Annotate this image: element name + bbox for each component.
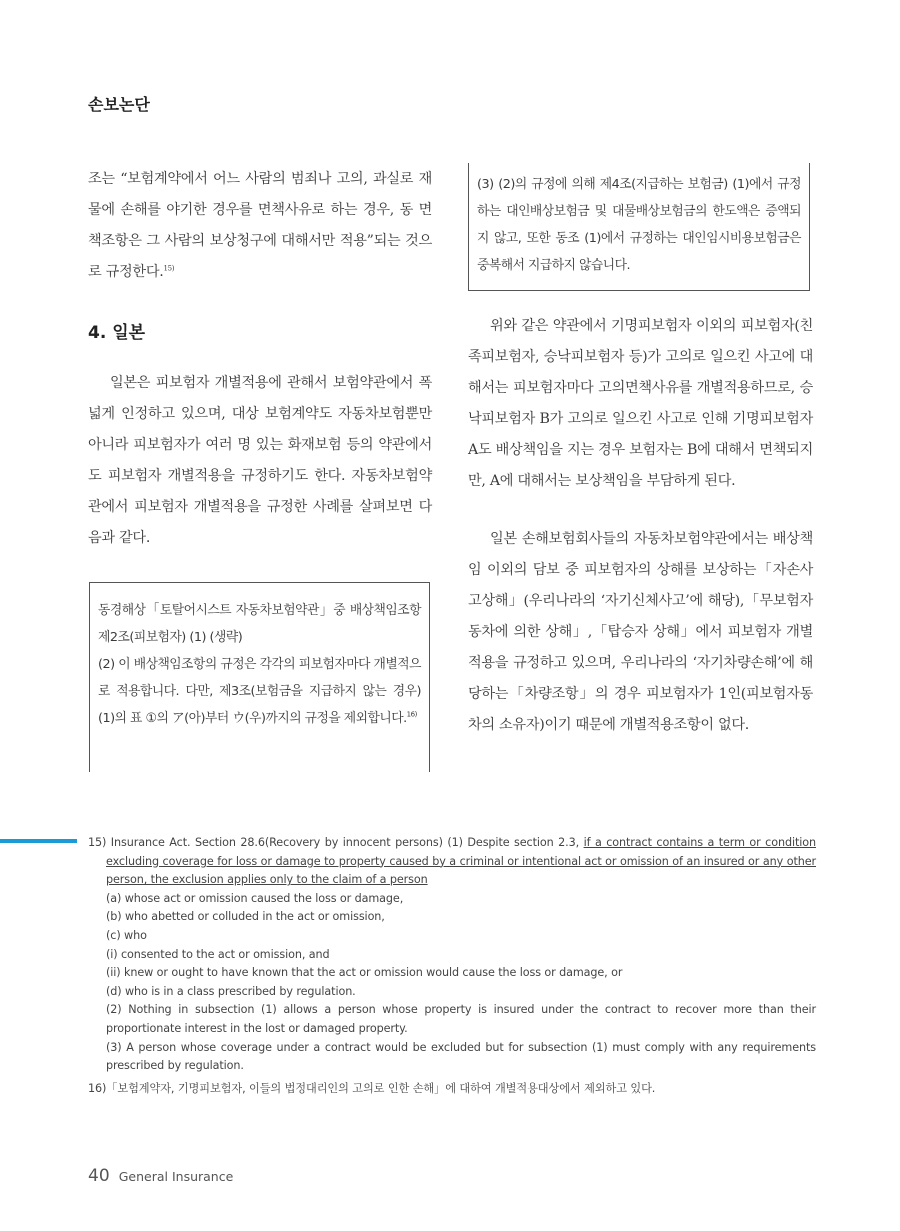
quote-box-line2 [98,651,421,732]
footnote-15-i: (i) consented to the act or omission, and [106,947,330,961]
japan-paragraph: 일본은 피보험자 개별적용에 관해서 보험약관에서 폭넓게 인정하고 있으며, 대상 보험계약도 자동차보험뿐만 아니라 피보험자가 여러 명 있는 화재보험 등의 약관에서도 피보험자 개별적용을 규정하기도 한다. 자동차보험약관에서 피보험자 개별적용을 규정한 사례를 살펴보면 다음과 같다. [88,375,432,546]
footnote-15-a: (a) whose act or omission caused the loss or damage, [106,891,404,905]
footnote-16: 16)「보험계약자, 기명피보험자, 이들의 법정대리인의 고의로 인한 손해」에 대하여 개별적용대상에서 제외하고 있다. [88,1081,656,1095]
intro-paragraph-text: 조는 “보험계약에서 어느 사람의 범죄나 고의, 과실로 재물에 손해를 야기한 경우를 면책사유로 하는 경우, 동 면책조항은 그 사람의 보상청구에 대해서만 적용”되는 것으로 규정한다. [88,171,432,280]
section-label: 손보논단 [88,95,150,114]
footnote-15-c: (c) who [106,928,147,942]
left-column-intro [88,164,432,288]
footnote-15-prefix: 15) Insurance Act. Section 28.6(Recovery by innocent persons) (1) Despite section 2.3, [88,836,584,849]
footnote-15 [88,834,816,890]
right-column [468,311,813,741]
quote-box-tokio-marine [89,582,430,772]
right-paragraph-2: 일본 손해보험회사들의 자동차보험약관에서는 배상책임 이외의 담보 중 피보험자의 상해를 보상하는「자손사고상해」(우리나라의 ‘자기신체사고’에 해당),「무보험자동차에 의한 상해」,「탑승자 상해」에서 피보험자 개별적용을 규정하고 있으며, 우리나라의 ‘자기차량손해’에 해당하는「차량조항」의 경우 피보험자가 1인(피보험자동차의 소유자)이기 때문에 개별적용조항이 없다. [468,531,813,733]
footnotes [88,834,816,1098]
section-title-japan: 4. 일본 [88,323,146,343]
footnote-15-b: (b) who abetted or colluded in the act or omission, [106,910,385,924]
footnote-15-underlined: if a contract contains a term or condition excluding coverage for loss or damage to property caused by a criminal or intentional act or omission of an insured or any other person, the exclusion applies only to the claim of a person [106,836,816,887]
footnote-ref-15[interactable]: 15) [163,264,175,273]
quote-box-right-text: (3) (2)의 규정에 의해 제4조(지급하는 보험금) (1)에서 규정하는 대인배상보험금 및 대물배상보험금의 한도액은 증액되지 않고, 또한 동조 (1)에서 규정하는 대인임시비용보험금은 중복해서 지급하지 않습니다. [477,177,801,273]
intro-paragraph [88,164,432,288]
footnote-accent-bar [0,839,77,843]
quote-box-line1: 동경해상「토탈어시스트 자동차보험약관」중 배상책임조항 제2조(피보험자) (1) (생략) [98,603,421,645]
page-number: 40 [88,1166,110,1186]
publication-name: General Insurance [118,1169,234,1184]
footnote-15-2: (2) Nothing in subsection (1) allows a person whose property is insured under the contract to recover more than their proportionate interest in the lost or damaged property. [106,1003,816,1035]
right-paragraph-1: 위와 같은 약관에서 기명피보험자 이외의 피보험자(친족피보험자, 승낙피보험자 등)가 고의로 일으킨 사고에 대해서는 피보험자마다 고의면책사유를 개별적용하므로, 승낙피보험자 B가 고의로 일으킨 사고로 인해 기명피보험자 A도 배상책임을 지는 경우 보험자는 B에 대해서 면책되지만, A에 대해서는 보상책임을 부담하게 된다. [468,318,813,489]
footnote-ref-16[interactable]: 16) [406,710,417,719]
footnote-15-3: (3) A person whose coverage under a contract would be excluded but for subsection (1) must comply with any requirements prescribed by regulation. [106,1040,816,1073]
quote-box-line2-text: (2) 이 배상책임조항의 규정은 각각의 피보험자마다 개별적으로 적용합니다. 다만, 제3조(보험금을 지급하지 않는 경우) (1)의 표 ①의 ア(아)부터 ウ(우)까지의 규정을 제외합니다. [98,657,421,726]
footnote-15-ii: (ii) knew or ought to have known that the act or omission would cause the loss or damage, or [106,966,623,980]
left-column-japan [88,368,432,554]
footnote-15-d: (d) who is in a class prescribed by regulation. [106,984,356,998]
page-footer [88,1166,233,1186]
quote-box-continued [468,163,810,291]
